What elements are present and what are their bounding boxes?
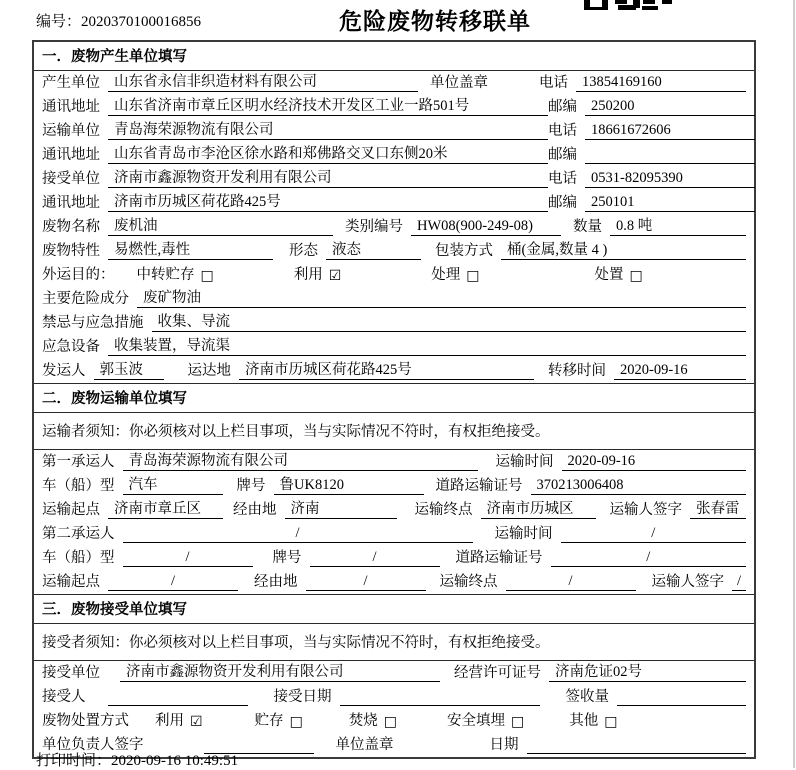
second-carrier-signature-value: / — [732, 573, 746, 591]
first-vehicle-type-value: 汽车 — [123, 473, 223, 495]
qr-code-fragment-icon — [584, 0, 676, 11]
waste-name-value: 废机油 — [108, 214, 333, 236]
destination-value: 济南市历城区荷花路425号 — [239, 358, 534, 380]
second-vehicle-type-label: 车（船）型 — [42, 550, 115, 566]
disposal-method-label: 废物处置方式 — [42, 713, 129, 729]
first-via-value: 济南 — [285, 497, 397, 519]
transfer-date-value: 2020-09-16 — [614, 362, 746, 380]
receiving-unit-value: 济南市鑫源物资开发利用有限公司 — [120, 660, 440, 682]
receiving-date-value — [340, 688, 540, 706]
disposal-landfill-label: 安全填埋 — [447, 713, 506, 729]
second-origin-value: / — [108, 573, 238, 591]
receiver-value: 济南市鑫源物资开发利用有限公司 — [108, 166, 548, 188]
producer-zip-label: 邮编 — [548, 99, 577, 115]
waste-traits-label: 废物特性 — [42, 243, 100, 259]
sign-date-value — [527, 736, 747, 754]
first-origin-value: 济南市章丘区 — [108, 497, 223, 519]
second-transport-time-label: 运输时间 — [494, 526, 553, 542]
second-road-permit-label: 道路运输证号 — [455, 550, 543, 566]
first-carrier-value: 青岛海荣源物流有限公司 — [123, 449, 478, 471]
receiver-seal-label: 单位盖章 — [335, 737, 394, 753]
first-via-label: 经由地 — [233, 502, 277, 518]
purpose-treat-label: 处理 — [431, 267, 461, 283]
transporter-zip-label: 邮编 — [548, 147, 577, 163]
row-receiving-person — [34, 685, 754, 709]
received-quantity-value — [617, 688, 746, 706]
waste-traits-value: 易燃性,毒性 — [108, 238, 273, 260]
taboo-measures-label: 禁忌与应急措施 — [42, 315, 144, 331]
receiving-date-label: 接受日期 — [273, 689, 332, 705]
packaging-label: 包装方式 — [435, 243, 493, 259]
purpose-dispose-checkbox: □ — [629, 268, 643, 284]
first-carrier-label: 第一承运人 — [42, 454, 115, 470]
disposal-utilize-checkbox: ☑ — [190, 714, 203, 730]
waste-name-label: 废物名称 — [42, 219, 100, 235]
row-receiver-address — [34, 191, 754, 215]
transporter-address-label: 通讯地址 — [42, 147, 100, 163]
unit-seal-label: 单位盖章 — [430, 75, 488, 91]
producer-zip-value: 250200 — [585, 98, 755, 116]
row-disposal-method — [34, 709, 754, 733]
row-producer-address — [34, 95, 754, 119]
dispatcher-value: 郭玉波 — [94, 358, 164, 380]
first-transport-time-label: 运输时间 — [495, 454, 554, 470]
first-road-permit-label: 道路运输证号 — [435, 478, 523, 494]
row-transporter — [34, 119, 754, 143]
doc-number-label: 编号： — [36, 14, 82, 30]
first-terminus-label: 运输终点 — [414, 502, 473, 518]
taboo-measures-value: 收集、导流 — [152, 310, 747, 332]
second-transport-time-value: / — [561, 525, 747, 543]
print-time-value: 2020-09-16 10:49:51 — [111, 753, 239, 769]
second-carrier-value: / — [123, 525, 473, 543]
receiving-person-label: 接受人 — [42, 689, 86, 705]
transporter-phone-value: 18661672606 — [585, 122, 755, 140]
destination-label: 运达地 — [187, 363, 231, 379]
row-hazard-components — [34, 287, 754, 311]
row-transfer-purpose — [34, 263, 754, 287]
waste-quantity-label: 数量 — [573, 219, 602, 235]
waste-code-value: HW08(900-249-08) — [411, 218, 561, 236]
row-second-route — [34, 570, 754, 594]
license-number-label: 经营许可证号 — [454, 665, 541, 681]
purpose-treat-checkbox: □ — [466, 268, 480, 284]
receiver-address-value: 济南市历城区荷花路425号 — [108, 190, 548, 212]
producer-address-value: 山东省济南市章丘区明水经济技术开发区工业一路501号 — [108, 94, 548, 116]
manifest-form — [32, 40, 756, 759]
section2-header: 二．废物运输单位填写 — [34, 383, 754, 413]
row-waste-traits — [34, 239, 754, 263]
emergency-equipment-label: 应急设备 — [42, 339, 100, 355]
transporter-address-value: 山东省青岛市李沧区徐水路和郑佛路交叉口东侧20米 — [108, 142, 548, 164]
transfer-purpose-label: 外运目的： — [42, 267, 115, 283]
disposal-utilize-label: 利用 — [155, 713, 184, 729]
first-plate-label: 牌号 — [236, 478, 266, 494]
row-second-carrier — [34, 522, 754, 546]
sign-date-label: 日期 — [489, 737, 519, 753]
transporter-notice: 运输者须知：你必须核对以上栏目事项，当与实际情况不符时，有权拒绝接受。 — [34, 413, 754, 450]
first-transport-time-value: 2020-09-16 — [562, 453, 747, 471]
row-producer — [34, 71, 754, 95]
producer-label: 产生单位 — [42, 75, 100, 91]
transporter-value: 青岛海荣源物流有限公司 — [108, 118, 548, 140]
print-time-label: 打印时间： — [36, 753, 112, 769]
purpose-dispose-label: 处置 — [594, 267, 624, 283]
row-first-route — [34, 498, 754, 522]
first-terminus-value: 济南市历城区 — [481, 497, 596, 519]
first-vehicle-type-label: 车（船）型 — [42, 478, 115, 494]
received-quantity-label: 签收量 — [565, 689, 609, 705]
disposal-storage-label: 贮存 — [254, 713, 284, 729]
second-carrier-signature-label: 运输人签字 — [651, 574, 724, 590]
row-second-vehicle — [34, 546, 754, 570]
hazard-components-value: 废矿物油 — [137, 286, 746, 308]
disposal-landfill-checkbox: □ — [511, 714, 525, 730]
receiving-person-value — [108, 688, 248, 706]
purpose-utilize-label: 利用 — [293, 267, 323, 283]
second-plate-value: / — [310, 549, 440, 567]
producer-phone-value: 13854169160 — [576, 74, 746, 92]
transporter-zip-value — [585, 146, 755, 164]
disposal-incinerate-checkbox: □ — [383, 714, 398, 730]
dispatcher-label: 发运人 — [42, 363, 86, 379]
section1-header: 一．废物产生单位填写 — [34, 42, 754, 71]
row-transporter-address — [34, 143, 754, 167]
packaging-value: 桶(金属,数量 4 ) — [501, 238, 746, 260]
producer-value: 山东省永信非织造材料有限公司 — [108, 70, 418, 92]
waste-quantity-value: 0.8 吨 — [610, 214, 746, 236]
producer-phone-label: 电话 — [539, 75, 568, 91]
print-time — [36, 749, 238, 770]
producer-address-label: 通讯地址 — [42, 99, 100, 115]
disposal-other-label: 其他 — [569, 713, 599, 729]
waste-form-value: 液态 — [326, 238, 421, 260]
row-taboo-measures — [34, 311, 754, 335]
row-dispatch — [34, 359, 754, 383]
receiver-label: 接受单位 — [42, 171, 100, 187]
row-receiving-unit — [34, 661, 754, 685]
receiver-zip-label: 邮编 — [548, 195, 577, 211]
disposal-incinerate-label: 焚烧 — [348, 713, 378, 729]
disposal-other-checkbox: □ — [604, 714, 618, 730]
transfer-date-label: 转移时间 — [548, 363, 606, 379]
license-number-value: 济南危证02号 — [549, 660, 746, 682]
responsible-signature-label: 单位负责人签字 — [42, 737, 144, 753]
receiver-phone-label: 电话 — [548, 171, 577, 187]
second-terminus-label: 运输终点 — [439, 574, 498, 590]
row-emergency-equipment — [34, 335, 754, 359]
first-carrier-signature-value: 张春雷 — [690, 497, 746, 519]
first-origin-label: 运输起点 — [42, 502, 100, 518]
second-via-label: 经由地 — [254, 574, 298, 590]
receiver-address-label: 通讯地址 — [42, 195, 100, 211]
second-via-value: / — [306, 573, 426, 591]
waste-form-label: 形态 — [289, 243, 318, 259]
section3-header: 三．废物接受单位填写 — [34, 594, 754, 624]
first-road-permit-value: 370213006408 — [531, 477, 747, 495]
emergency-equipment-value: 收集装置，导流渠 — [108, 334, 746, 356]
waste-code-label: 类别编号 — [345, 219, 403, 235]
second-road-permit-value: / — [551, 549, 747, 567]
first-plate-value: 鲁UK8120 — [274, 473, 424, 495]
second-origin-label: 运输起点 — [42, 574, 100, 590]
second-vehicle-type-value: / — [123, 549, 253, 567]
purpose-utilize-checkbox: ☑ — [328, 268, 342, 284]
second-plate-label: 牌号 — [272, 550, 302, 566]
first-carrier-signature-label: 运输人签字 — [609, 502, 682, 518]
transporter-phone-label: 电话 — [548, 123, 577, 139]
receiving-unit-label: 接受单位 — [42, 665, 100, 681]
doc-number-value: 2020370100016856 — [81, 14, 202, 30]
transporter-label: 运输单位 — [42, 123, 100, 139]
receiver-notice: 接受者须知：你必须核对以上栏目事项，当与实际情况不符时，有权拒绝接受。 — [34, 624, 754, 661]
purpose-transfer-storage-checkbox: □ — [200, 268, 214, 284]
purpose-transfer-storage-label: 中转贮存 — [136, 267, 195, 283]
row-first-carrier — [34, 450, 754, 474]
disposal-storage-checkbox: □ — [289, 714, 303, 730]
page-title: 危险废物转移联单 — [339, 8, 531, 34]
second-carrier-label: 第二承运人 — [42, 526, 115, 542]
row-waste-name — [34, 215, 754, 239]
second-terminus-value: / — [506, 573, 636, 591]
receiver-phone-value: 0531-82095390 — [585, 170, 755, 188]
row-receiver — [34, 167, 754, 191]
row-first-vehicle — [34, 474, 754, 498]
page-right-edge — [793, 0, 795, 768]
receiver-zip-value: 250101 — [585, 194, 755, 212]
hazard-components-label: 主要危险成分 — [42, 291, 129, 307]
